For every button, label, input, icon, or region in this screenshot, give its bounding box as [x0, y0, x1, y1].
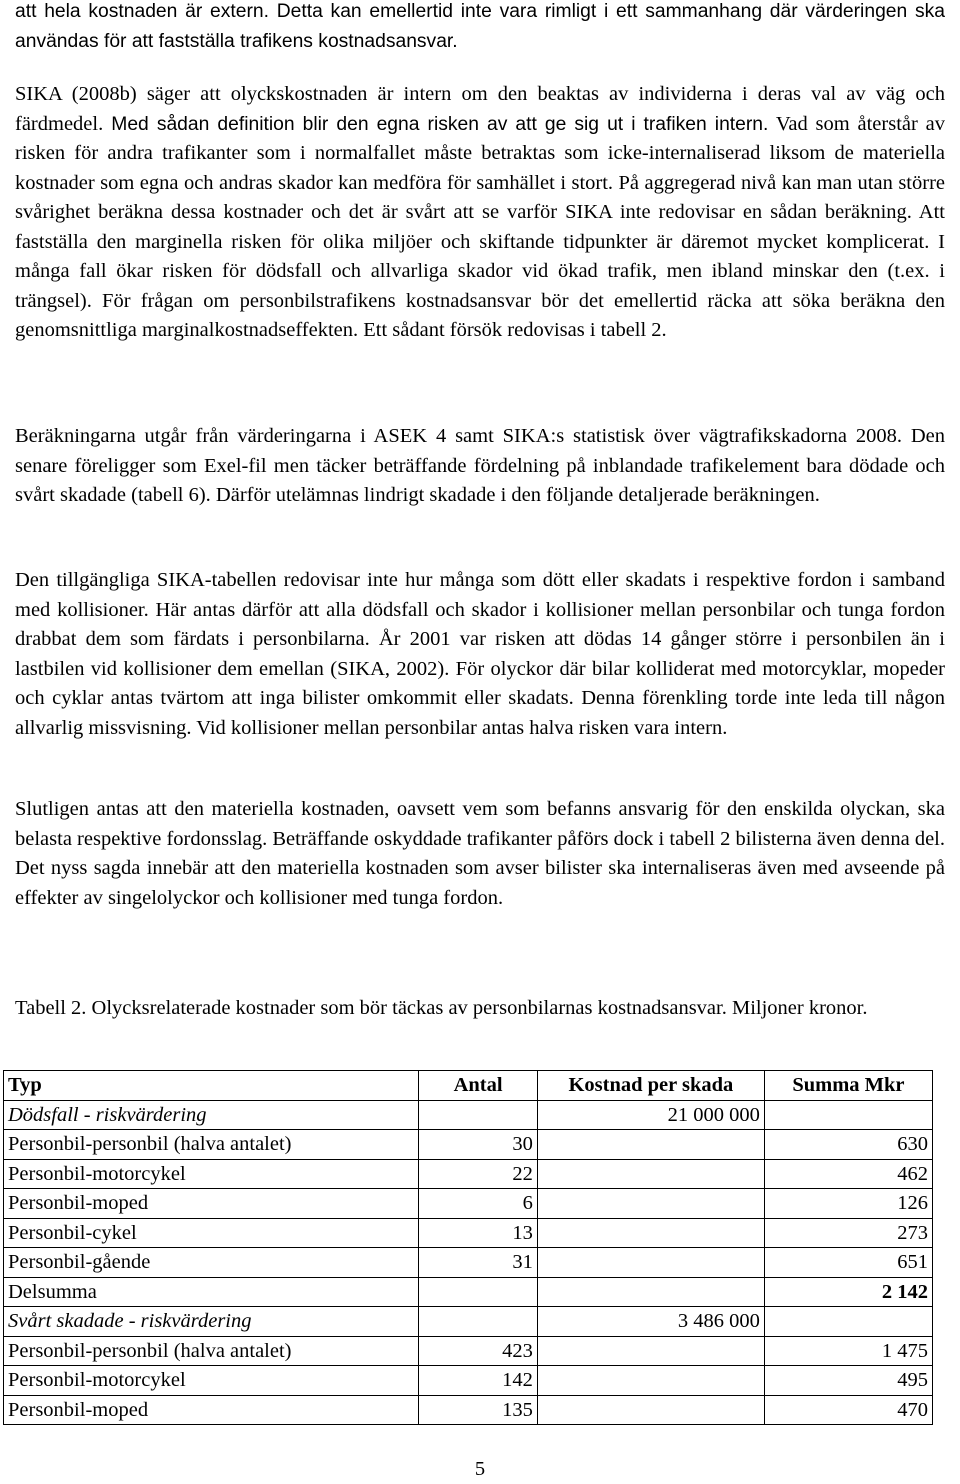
header-antal: Antal	[419, 1071, 538, 1101]
cell-typ: Personbil-moped	[4, 1395, 419, 1425]
header-typ: Typ	[4, 1071, 419, 1101]
header-summa: Summa Mkr	[764, 1071, 932, 1101]
cell-antal: 6	[419, 1189, 538, 1219]
cell-typ: Personbil-moped	[4, 1189, 419, 1219]
table-row	[4, 1336, 933, 1366]
cell-summa: 651	[764, 1248, 932, 1278]
cell-kostnad	[537, 1130, 764, 1160]
cell-typ: Personbil-gående	[4, 1248, 419, 1278]
cell-antal	[419, 1277, 538, 1307]
cost-table	[3, 1070, 933, 1425]
cell-summa: 126	[764, 1189, 932, 1219]
cell-antal: 31	[419, 1248, 538, 1278]
table-caption: Tabell 2. Olycksrelaterade kostnader som bör täckas av personbilarnas kostnadsansvar. Miljoner kronor.	[15, 997, 868, 1019]
cell-kostnad	[537, 1218, 764, 1248]
cell-antal: 22	[419, 1159, 538, 1189]
table-row	[4, 1130, 933, 1160]
cell-typ: Dödsfall - riskvärdering	[4, 1100, 419, 1130]
cell-antal: 142	[419, 1366, 538, 1396]
table-header-row	[4, 1071, 933, 1101]
cell-kostnad	[537, 1159, 764, 1189]
paragraph-2-part-a: SIKA (2008b) säger att olyckskostnaden är intern om den beaktas av individerna i deras val av väg och färdmedel.	[15, 83, 945, 135]
paragraph-3: Beräkningarna utgår från värderingarna i ASEK 4 samt SIKA:s statistisk över vägtrafikskadorna 2008. Den senare föreligger som Exel-fil men täcker beträffande fördelning på inblandade trafikelement bara dödade och svårt skadade (tabell 6). Därför utelämnas lindrigt skadade i den följande detaljerade beräkningen.	[15, 425, 945, 506]
cell-typ: Personbil-motorcykel	[4, 1159, 419, 1189]
paragraph-2-part-sans: Med sådan definition blir den egna risken av att ge sig ut i trafiken intern.	[103, 113, 769, 135]
cell-summa: 495	[764, 1366, 932, 1396]
cell-typ: Personbil-cykel	[4, 1218, 419, 1248]
table-row	[4, 1366, 933, 1396]
table-row	[4, 1189, 933, 1219]
cell-summa: 470	[764, 1395, 932, 1425]
cell-summa: 273	[764, 1218, 932, 1248]
table-row	[4, 1100, 933, 1130]
cell-kostnad	[537, 1395, 764, 1425]
cell-antal	[419, 1307, 538, 1337]
table-row-subtotal	[4, 1277, 933, 1307]
cell-typ: Delsumma	[4, 1277, 419, 1307]
table-row	[4, 1307, 933, 1337]
cell-kostnad	[537, 1336, 764, 1366]
cell-typ: Personbil-personbil (halva antalet)	[4, 1336, 419, 1366]
cell-summa	[764, 1100, 932, 1130]
cell-typ: Personbil-personbil (halva antalet)	[4, 1130, 419, 1160]
cell-summa: 630	[764, 1130, 932, 1160]
table-row	[4, 1395, 933, 1425]
paragraph-4: Den tillgängliga SIKA-tabellen redovisar inte hur många som dött eller skadats i respektive fordon i samband med kollisioner. Här antas därför att alla dödsfall och skador i kollisioner mellan personbilar och tunga fordon drabbat dem som färdats i personbilarna. År 2001 var risken att dödas 14 gånger större i personbilen än i lastbilen vid kollisioner dem emellan (SIKA, 2002). För olyckor där bilar kolliderat med motorcyklar, mopeder och cyklar antas tvärtom att inga bilister omkommit eller skadats. Denna förenkling torde inte leda till någon allvarlig missvisning. Vid kollisioner mellan personbilar antas halva risken vara intern.	[15, 569, 945, 739]
cell-typ: Personbil-motorcykel	[4, 1366, 419, 1396]
cell-antal: 135	[419, 1395, 538, 1425]
cell-kostnad	[537, 1277, 764, 1307]
cell-summa	[764, 1307, 932, 1337]
cell-kostnad: 3 486 000	[537, 1307, 764, 1337]
cell-summa: 1 475	[764, 1336, 932, 1366]
cell-kostnad: 21 000 000	[537, 1100, 764, 1130]
paragraph-1: att hela kostnaden är extern. Detta kan emellertid inte vara rimligt i ett sammanhang där värderingen ska användas för att fastställa trafikens kostnadsansvar.	[15, 1, 945, 52]
table-row	[4, 1248, 933, 1278]
table-row	[4, 1159, 933, 1189]
cell-antal: 30	[419, 1130, 538, 1160]
cell-typ: Svårt skadade - riskvärdering	[4, 1307, 419, 1337]
paragraph-2	[15, 80, 945, 346]
cell-summa: 2 142	[764, 1277, 932, 1307]
cell-antal: 423	[419, 1336, 538, 1366]
paragraph-2-part-b: Vad som återstår av risken för andra trafikanter som i normalfallet måste betraktas som icke-internaliserad liksom de materiella kostnader som egna och andras skador kan medföra för samhället i stort. På aggregerad nivå kan man utan större svårighet beräkna dessa kostnader och det är svårt att se varför SIKA inte redovisar en sådan beräkning. Att fastställa den marginella risken för olika miljöer och skiftande tidpunkter är däremot mycket komplicerat. I många fall ökar risken för dödsfall och allvarliga skador vid ökad trafik, men ibland minskar den (t.ex. i trängsel). För frågan om personbilstrafikens kostnadsansvar bör det emellertid räcka att söka beräkna den genomsnittliga marginalkostnadseffekten. Ett sådant försök redovisas i tabell 2.	[15, 112, 945, 341]
cell-antal: 13	[419, 1218, 538, 1248]
cell-antal	[419, 1100, 538, 1130]
cell-kostnad	[537, 1189, 764, 1219]
table-row	[4, 1218, 933, 1248]
cell-summa: 462	[764, 1159, 932, 1189]
cell-kostnad	[537, 1366, 764, 1396]
cell-kostnad	[537, 1248, 764, 1278]
header-kostnad: Kostnad per skada	[537, 1071, 764, 1101]
paragraph-5: Slutligen antas att den materiella kostnaden, oavsett vem som befanns ansvarig för den enskilda olyckan, ska belasta respektive fordonsslag. Beträffande oskyddade trafikanter påförs dock i tabell 2 bilisterna även denna del. Det nyss sagda innebär att den materiella kostnaden som avser bilister ska internaliseras även med avseende på effekter av singelolyckor och kollisioner med tunga fordon.	[15, 798, 945, 909]
page-number: 5	[474, 1458, 486, 1480]
